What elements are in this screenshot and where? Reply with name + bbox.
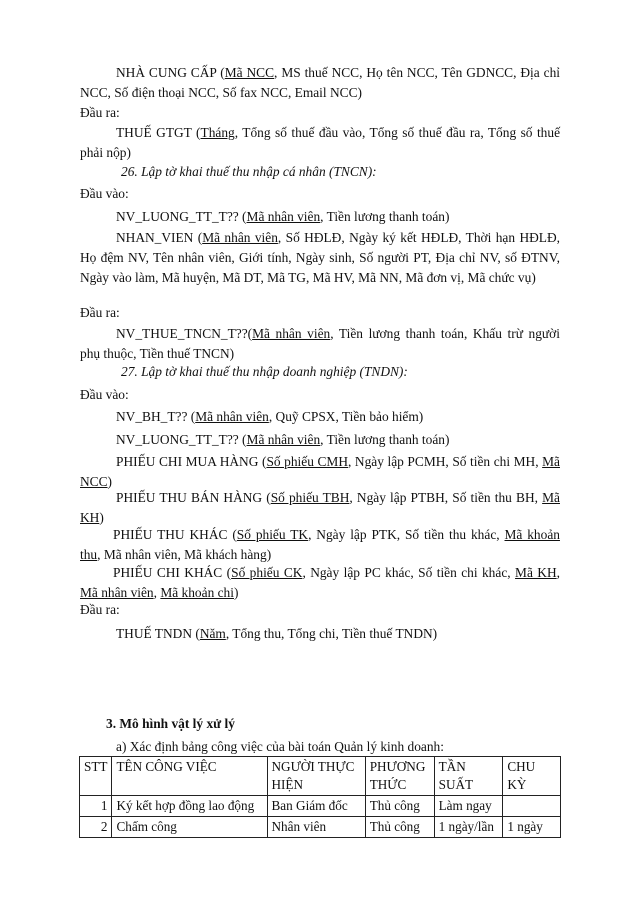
entity-text: NV_LUONG_TT_T?? ( (116, 432, 247, 447)
cell-nguoi-thuc-hien: Ban Giám đốc (267, 796, 365, 817)
cell-tan-suat: 1 ngày/lần (434, 817, 503, 838)
primary-key: Tháng (200, 125, 235, 140)
entity-text: , Mã nhân viên, Mã khách hàng) (97, 547, 272, 562)
entity-text: THUẾ GTGT ( (116, 125, 201, 140)
section-3-heading: 3. Mô hình vật lý xử lý (106, 716, 235, 731)
entity-text: ) (107, 474, 113, 489)
entity-text: NV_LUONG_TT_T?? ( (116, 209, 247, 224)
entity-text: NHAN_VIEN ( (116, 230, 203, 245)
entity-text: NV_BH_T?? ( (116, 409, 196, 424)
entity-nv-thue-tncn (80, 324, 560, 364)
entity-text: , Ngày lập PTBH, Số tiền thu BH, (349, 490, 543, 505)
input-label: Đầu vào: (80, 186, 129, 201)
cell-tan-suat: Làm ngay (434, 796, 503, 817)
table-row (80, 796, 561, 817)
entity-phieu-thu-khac (80, 525, 560, 565)
header-nguoi-thuc-hien: NGƯỜI THỰC HIỆN (267, 757, 365, 796)
foreign-key: Mã NCC (80, 454, 560, 489)
output-label: Đầu ra: (80, 602, 120, 617)
foreign-key: Mã KH (80, 490, 560, 525)
section-heading-27: 27. Lập tờ khai thuế thu nhập doanh nghiệp (TNDN): (121, 364, 408, 379)
input-label: Đầu vào: (80, 387, 129, 402)
cell-stt: 1 (80, 796, 112, 817)
entity-text: , MS thuế NCC, Họ tên NCC, Tên GDNCC, Địa chỉ NCC, Số điện thoại NCC, Số fax NCC, Email NCC) (80, 65, 560, 100)
entity-phieu-chi-khac (80, 563, 560, 603)
entity-text: , Tổng thu, Tổng chi, Tiền thuế TNDN) (225, 626, 438, 641)
entity-text: THUẾ TNDN ( (116, 626, 200, 641)
entity-phieu-thu-ban-hang (80, 488, 560, 528)
output-label: Đầu ra: (80, 305, 120, 320)
entity-nv-luong-tt-2 (80, 430, 560, 450)
entity-text: PHIẾU CHI KHÁC ( (113, 565, 232, 580)
cell-phuong-thuc: Thủ công (365, 817, 434, 838)
entity-nhan-vien (80, 228, 560, 288)
primary-key: Mã nhân viên (195, 409, 269, 424)
header-chu-ky: CHU KỲ (503, 757, 561, 796)
cell-ten-cong-viec: Chấm công (112, 817, 267, 838)
entity-text: , Tiền lương thanh toán) (320, 209, 450, 224)
primary-key: Số phiếu CMH (266, 454, 348, 469)
primary-key: Mã nhân viên (202, 230, 278, 245)
entity-nv-luong-tt (80, 207, 560, 227)
table-header-row (80, 757, 561, 796)
foreign-key: Mã khoản thu (80, 527, 560, 562)
entity-phieu-chi-mua-hang (80, 452, 560, 492)
entity-text: ) (99, 510, 104, 525)
primary-key: Năm (199, 626, 226, 641)
primary-key: Số phiếu CK (231, 565, 303, 580)
cell-chu-ky: 1 ngày (503, 817, 561, 838)
header-stt: STT (80, 757, 112, 796)
primary-key: Mã nhân viên (252, 326, 331, 341)
work-table (79, 756, 561, 838)
primary-key: Mã nhân viên (246, 209, 321, 224)
entity-text: NHÀ CUNG CẤP ( (116, 65, 225, 80)
foreign-key: Mã nhân viên (80, 585, 154, 600)
section-heading-26: 26. Lập tờ khai thuế thu nhập cá nhân (TNCN): (121, 164, 377, 179)
entity-thue-tndn (80, 624, 560, 644)
primary-key: Số phiếu TBH (270, 490, 350, 505)
output-label: Đầu ra: (80, 105, 120, 120)
cell-chu-ky (503, 796, 561, 817)
entity-text: , (153, 585, 161, 600)
cell-phuong-thuc: Thủ công (365, 796, 434, 817)
header-ten-cong-viec: TÊN CÔNG VIỆC (112, 757, 267, 796)
foreign-key: Mã KH (515, 565, 557, 580)
entity-text: , (556, 565, 560, 580)
foreign-key: Mã khoản chi (160, 585, 234, 600)
cell-stt: 2 (80, 817, 112, 838)
header-tan-suat: TẦN SUẤT (434, 757, 503, 796)
section-3a-subheading: a) Xác định bảng công việc của bài toán Quản lý kinh doanh: (116, 739, 444, 754)
header-phuong-thuc: PHƯƠNG THỨC (365, 757, 434, 796)
entity-text: NV_THUE_TNCN_T??( (116, 326, 253, 341)
entity-text: , Quỹ CPSX, Tiền bảo hiểm) (268, 409, 424, 424)
entity-text: PHIẾU THU KHÁC ( (113, 527, 237, 542)
primary-key: Mã nhân viên (246, 432, 321, 447)
entity-nv-bh (80, 407, 560, 427)
entity-text: , Tiền lương thanh toán, Khấu trừ người phụ thuộc, Tiền thuế TNCN) (80, 326, 560, 361)
cell-ten-cong-viec: Ký kết hợp đồng lao động (112, 796, 267, 817)
cell-nguoi-thuc-hien: Nhân viên (267, 817, 365, 838)
table-row (80, 817, 561, 838)
entity-text: PHIẾU CHI MUA HÀNG ( (116, 454, 267, 469)
entity-thue-gtgt (80, 123, 560, 163)
entity-text: , Số HĐLĐ, Ngày ký kết HĐLĐ, Thời hạn HĐLĐ, Họ đệm NV, Tên nhân viên, Giới tính, Ngày sinh, Số người PT, Địa chỉ NV, số ĐTNV, Ngày vào làm, Mã huyện, Mã DT, Mã TG, Mã HV, Mã NN, Mã đơn vị, Mã chức vụ) (80, 230, 560, 285)
entity-text: , Ngày lập PC khác, Số tiền chi khác, (302, 565, 516, 580)
entity-text: , Tổng số thuế đầu vào, Tổng số thuế đầu ra, Tổng số thuế phải nộp) (80, 125, 561, 160)
entity-text: , Ngày lập PCMH, Số tiền chi MH, (348, 454, 543, 469)
entity-text: , Tiền lương thanh toán) (320, 432, 450, 447)
primary-key: Mã NCC (224, 65, 275, 80)
entity-nha-cung-cap (80, 63, 560, 103)
entity-text: ) (233, 585, 239, 600)
entity-text: PHIẾU THU BÁN HÀNG ( (116, 490, 271, 505)
primary-key: Số phiếu TK (236, 527, 309, 542)
entity-text: , Ngày lập PTK, Số tiền thu khác, (308, 527, 505, 542)
